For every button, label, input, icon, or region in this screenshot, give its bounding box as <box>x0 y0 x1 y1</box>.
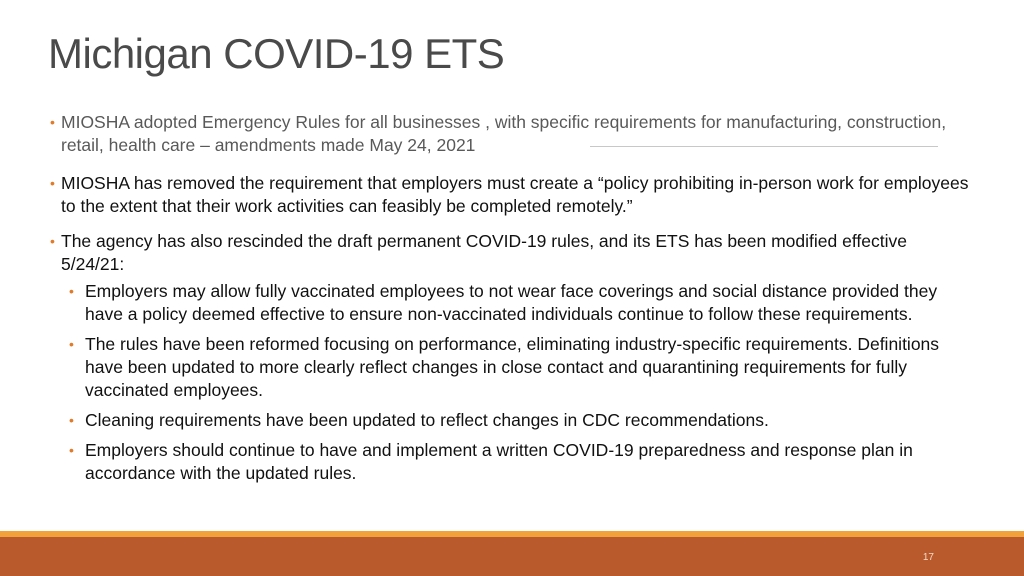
bullet-text: The agency has also rescinded the draft permanent COVID-19 rules, and its ETS has been modified effective 5/24/21: <box>61 231 907 274</box>
page-number: 17 <box>922 552 934 563</box>
bullet-text: MIOSHA has removed the requirement that employers must create a “policy prohibiting in-person work for employees to the extent that their work activities can feasibly be completed remotely.” <box>61 173 969 216</box>
bullet-marker: • <box>50 175 55 191</box>
sub-bullet-text: Employers may allow fully vaccinated employees to not wear face coverings and social distance provided they have a policy deemed effective to ensure non-vaccinated individuals continue to follow these requirements. <box>85 281 938 324</box>
bullet-marker: • <box>50 114 55 130</box>
bullet-marker: • <box>69 336 74 352</box>
footer-bar <box>0 537 1024 576</box>
slide-body <box>50 111 970 492</box>
bullet-marker: • <box>50 233 55 249</box>
sub-bullet-item <box>50 333 970 402</box>
sub-bullet-item <box>50 409 970 432</box>
slide-title: Michigan COVID-19 ETS <box>48 30 505 77</box>
sub-bullet-text: Cleaning requirements have been updated to reflect changes in CDC recommendations. <box>85 410 769 430</box>
bullet-text: MIOSHA adopted Emergency Rules for all businesses , with specific requirements for manufacturing, construction, retail, health care – amendments made May 24, 2021 <box>61 112 947 155</box>
bullet-marker: • <box>69 442 74 458</box>
sub-bullet-text: Employers should continue to have and implement a written COVID-19 preparedness and response plan in accordance with the updated rules. <box>85 440 913 483</box>
sub-bullet-list <box>50 280 970 485</box>
sub-bullet-item <box>50 280 970 326</box>
sub-bullet-item <box>50 439 970 485</box>
bullet-marker: • <box>69 283 74 299</box>
bullet-marker: • <box>69 412 74 428</box>
bullet-item <box>50 111 970 157</box>
bullet-item <box>50 230 970 276</box>
bullet-item <box>50 172 970 218</box>
sub-bullet-text: The rules have been reformed focusing on performance, eliminating industry-specific requirements. Definitions have been updated to more clearly reflect changes in close contact and quarantining requirements for fully vaccinated employees. <box>85 334 940 400</box>
